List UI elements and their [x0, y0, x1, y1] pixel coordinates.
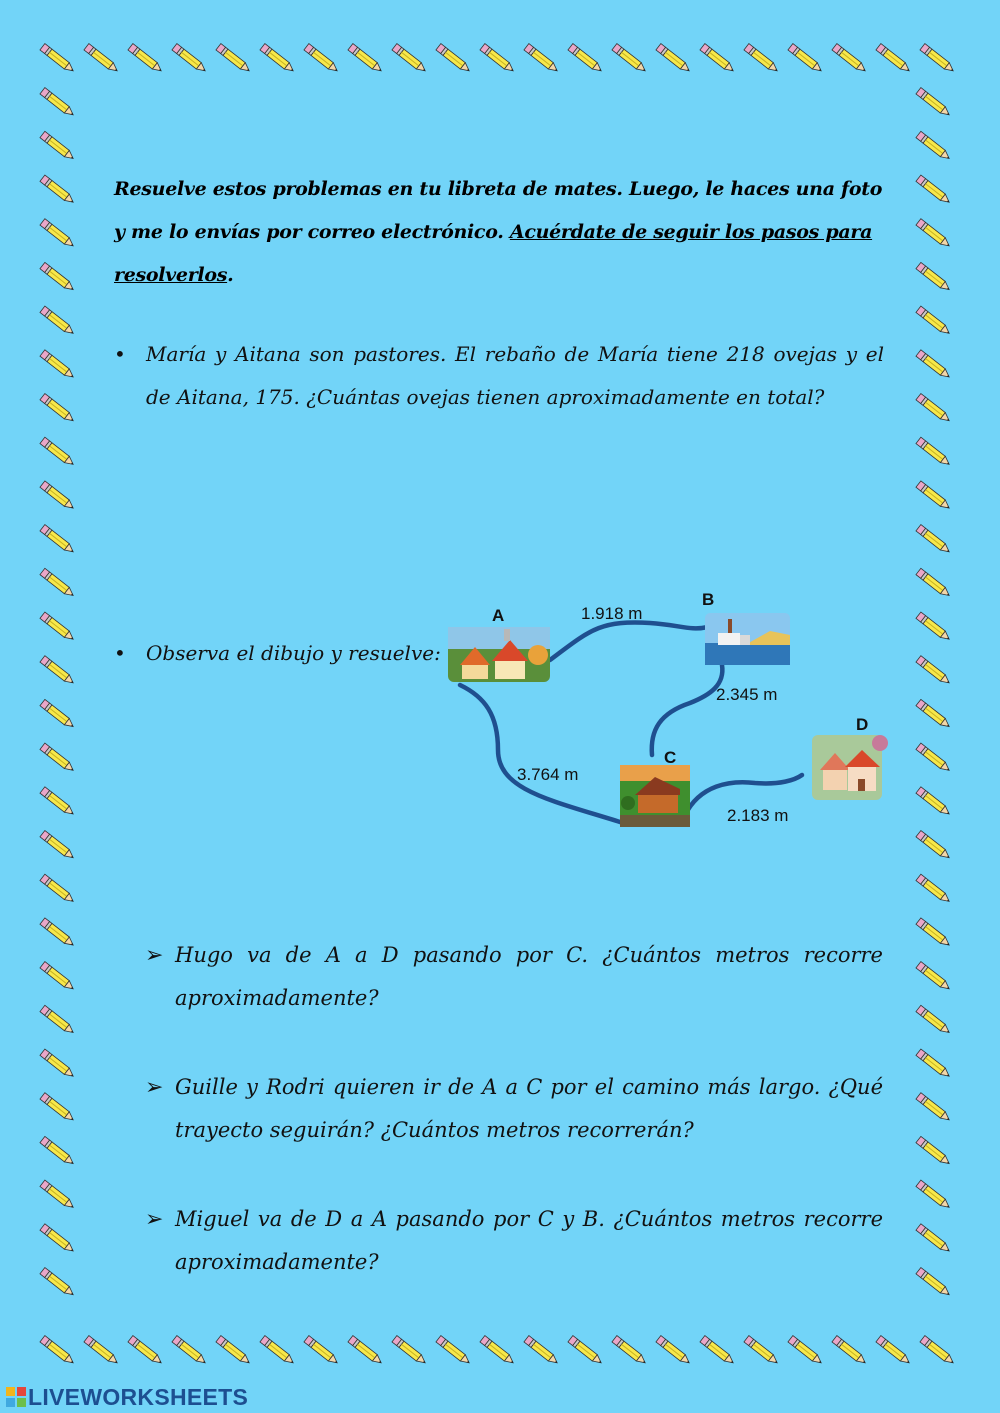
- question-3-text: Miguel va de D a A pasando por C y B. ¿Cuántos metros recorre aproximadamente?: [175, 1207, 883, 1274]
- pencil-icon: [304, 44, 340, 74]
- arrow-bullet-icon: ➢: [145, 1207, 164, 1232]
- pencil-icon: [436, 44, 472, 74]
- pencil-icon: [40, 262, 76, 292]
- pencil-icon: [40, 175, 76, 205]
- pencil-icon: [84, 44, 120, 74]
- pencil-icon: [656, 44, 692, 74]
- pencil-icon: [304, 1336, 340, 1366]
- pencil-icon: [216, 44, 252, 74]
- town-a-image: [448, 627, 550, 682]
- pencil-icon: [40, 525, 76, 555]
- pencil-icon: [876, 44, 912, 74]
- pencil-icon: [40, 874, 76, 904]
- pencil-icon: [480, 1336, 516, 1366]
- pencil-icon: [832, 44, 868, 74]
- route-map: [440, 585, 900, 845]
- town-c-image: [620, 765, 690, 827]
- pencil-icon: [916, 481, 952, 511]
- pencil-icon: [480, 44, 516, 74]
- problem-2-text: Observa el dibujo y resuelve:: [146, 641, 441, 665]
- pencil-icon: [392, 1336, 428, 1366]
- pencil-icon: [40, 394, 76, 424]
- pencil-icon: [916, 1136, 952, 1166]
- pencil-icon: [40, 131, 76, 161]
- instructions-end: .: [227, 264, 234, 286]
- pencil-icon: [128, 1336, 164, 1366]
- pencil-icon: [216, 1336, 252, 1366]
- pencil-icon: [40, 918, 76, 948]
- pencil-icon: [568, 44, 604, 74]
- liveworksheets-logo: [6, 1384, 248, 1410]
- pencil-icon: [916, 1093, 952, 1123]
- pencil-icon: [916, 612, 952, 642]
- pencil-icon: [916, 131, 952, 161]
- pencil-icon: [916, 262, 952, 292]
- pencil-icon: [612, 1336, 648, 1366]
- pencil-icon: [916, 656, 952, 686]
- pencil-icon: [40, 1336, 76, 1366]
- pencil-icon: [876, 1336, 912, 1366]
- instructions-underlined: Acuérdate de seguir los pasos para resolverlos: [114, 221, 873, 286]
- question-1-text: Hugo va de A a D pasando por C. ¿Cuántos metros recorre aproximadamente?: [175, 943, 883, 1010]
- liveworksheets-logo-icon: [6, 1387, 26, 1407]
- town-b-image: [705, 613, 790, 665]
- pencil-icon: [916, 831, 952, 861]
- pencil-icon: [916, 743, 952, 773]
- path-a-c: [460, 685, 620, 822]
- pencil-icon: [40, 612, 76, 642]
- pencil-icon: [656, 1336, 692, 1366]
- pencil-icon: [916, 88, 952, 118]
- pencil-icon: [40, 44, 76, 74]
- pencil-icon: [40, 88, 76, 118]
- distance-a-b: 1.918 m: [581, 604, 643, 623]
- pencil-icon: [40, 962, 76, 992]
- point-b-label: B: [702, 590, 715, 609]
- pencil-icon: [524, 44, 560, 74]
- liveworksheets-logo-text: LIVEWORKSHEETS: [28, 1383, 249, 1410]
- pencil-icon: [832, 1336, 868, 1366]
- pencil-icon: [788, 44, 824, 74]
- pencil-icon: [788, 1336, 824, 1366]
- pencil-icon: [40, 1093, 76, 1123]
- pencil-icon: [40, 1224, 76, 1254]
- pencil-icon: [40, 219, 76, 249]
- pencil-icon: [916, 394, 952, 424]
- pencil-icon: [260, 1336, 296, 1366]
- pencil-icon: [920, 1336, 956, 1366]
- pencil-icon: [40, 481, 76, 511]
- pencil-icon: [916, 525, 952, 555]
- pencil-icon: [84, 1336, 120, 1366]
- point-d-label: D: [856, 715, 869, 734]
- pencil-icon: [40, 1005, 76, 1035]
- arrow-bullet-icon: ➢: [145, 1075, 164, 1100]
- pencil-icon: [40, 743, 76, 773]
- pencil-icon: [524, 1336, 560, 1366]
- pencil-icon: [348, 1336, 384, 1366]
- pencil-icon: [916, 175, 952, 205]
- pencil-icon: [916, 962, 952, 992]
- pencil-icon: [40, 656, 76, 686]
- pencil-icon: [916, 1049, 952, 1079]
- pencil-icon: [744, 44, 780, 74]
- pencil-icon: [348, 44, 384, 74]
- pencil-icon: [916, 219, 952, 249]
- pencil-icon: [40, 1268, 76, 1298]
- point-c-label: C: [664, 748, 677, 767]
- problem-1: [114, 333, 884, 419]
- pencil-icon: [916, 350, 952, 380]
- pencil-icon: [128, 44, 164, 74]
- pencil-icon: [700, 44, 736, 74]
- problem-1-text: María y Aitana son pastores. El rebaño de María tiene 218 ovejas y el de Aitana, 175. ¿Cuántas ovejas tienen aproximadamente en total?: [146, 342, 884, 409]
- pencil-icon: [40, 699, 76, 729]
- pencil-icon: [916, 874, 952, 904]
- distance-b-c: 2.345 m: [716, 685, 778, 704]
- bullet: •: [114, 342, 126, 366]
- pencil-icon: [916, 787, 952, 817]
- path-b-c: [652, 665, 723, 755]
- pencil-icon: [40, 787, 76, 817]
- point-a-label: A: [492, 606, 505, 625]
- pencil-icon: [612, 44, 648, 74]
- pencil-icon: [40, 568, 76, 598]
- distance-c-d: 2.183 m: [727, 806, 789, 825]
- bullet: •: [114, 641, 126, 665]
- pencil-icon: [744, 1336, 780, 1366]
- pencil-icon: [40, 306, 76, 336]
- pencil-icon: [916, 1005, 952, 1035]
- path-a-b: [550, 622, 708, 660]
- town-d-image: [812, 735, 888, 800]
- pencil-icon: [40, 831, 76, 861]
- pencil-icon: [700, 1336, 736, 1366]
- pencil-icon: [40, 1049, 76, 1079]
- pencil-icon: [172, 44, 208, 74]
- pencil-icon: [916, 306, 952, 336]
- distance-a-c: 3.764 m: [517, 765, 579, 784]
- arrow-bullet-icon: ➢: [145, 943, 164, 968]
- pencil-icon: [916, 1180, 952, 1210]
- pencil-icon: [568, 1336, 604, 1366]
- pencil-icon: [40, 437, 76, 467]
- instructions-text: Resuelve estos problemas en tu libreta de mates. Luego, le haces una foto y me lo envías por correo electrónico.: [114, 178, 883, 243]
- pencil-icon: [920, 44, 956, 74]
- pencil-icon: [916, 1268, 952, 1298]
- pencil-icon: [40, 350, 76, 380]
- pencil-icon: [172, 1336, 208, 1366]
- pencil-icon: [916, 918, 952, 948]
- question-3: [145, 1198, 883, 1284]
- pencil-icon: [436, 1336, 472, 1366]
- pencil-icon: [392, 44, 428, 74]
- pencil-icon: [260, 44, 296, 74]
- pencil-icon: [916, 1224, 952, 1254]
- pencil-icon: [916, 568, 952, 598]
- instructions: [114, 168, 884, 297]
- question-2: [145, 1066, 883, 1152]
- pencil-icon: [916, 699, 952, 729]
- question-1: [145, 934, 883, 1020]
- pencil-icon: [40, 1180, 76, 1210]
- pencil-icon: [40, 1136, 76, 1166]
- question-2-text: Guille y Rodri quieren ir de A a C por el camino más largo. ¿Qué trayecto seguirán? ¿Cuántos metros recorrerán?: [175, 1075, 883, 1142]
- pencil-icon: [916, 437, 952, 467]
